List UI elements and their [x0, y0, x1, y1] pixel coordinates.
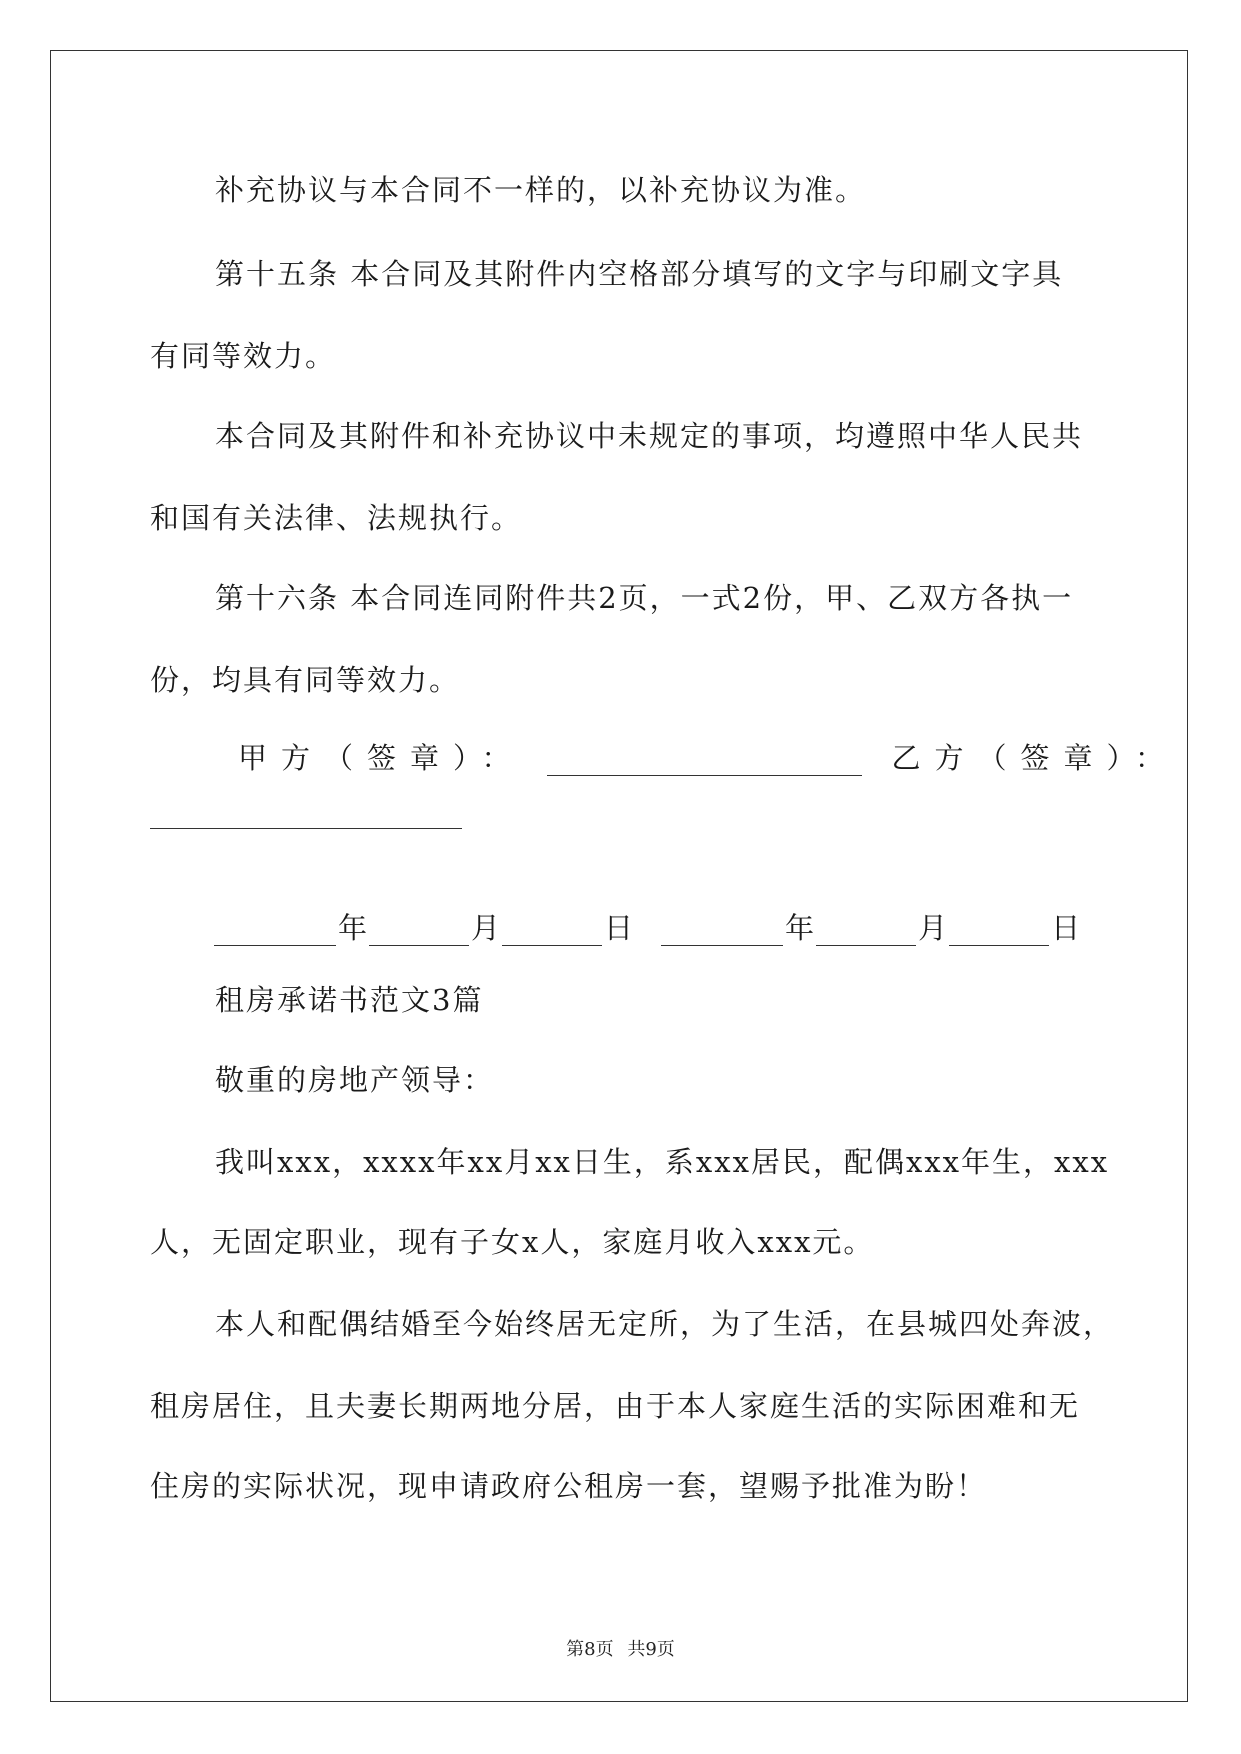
- year-label-b: 年: [785, 911, 815, 945]
- paragraph-supplement: 补充协议与本合同不一样的，以补充协议为准。: [215, 173, 867, 207]
- paragraph-applicant-line1: 我叫xxx，xxxx年xx月xx日生，系xxx居民，配偶xxx年生，xxx: [215, 1145, 1110, 1179]
- signature-row: [238, 740, 1178, 776]
- salutation: 敬重的房地产领导：: [215, 1063, 495, 1097]
- date-row: [214, 910, 1082, 946]
- total-page-count: 共9页: [627, 1639, 675, 1660]
- party-a-label: 甲方（签章）：: [238, 741, 525, 775]
- month-blank-a: [369, 917, 469, 946]
- year-blank-a: [214, 917, 336, 946]
- party-a-signature-blank: [547, 747, 862, 776]
- paragraph-article15-line2: 有同等效力。: [150, 339, 337, 373]
- year-label-a: 年: [338, 911, 368, 945]
- page-footer: [0, 1635, 1241, 1661]
- month-label-a: 月: [471, 911, 501, 945]
- paragraph-request-line1: 本人和配偶结婚至今始终居无定所，为了生活，在县城四处奔波，: [215, 1307, 1115, 1341]
- party-b-label: 乙方（签章）：: [891, 741, 1179, 775]
- day-label-a: 日: [604, 911, 634, 945]
- day-blank-b: [949, 917, 1049, 946]
- paragraph-unspecified-line2: 和国有关法律、法规执行。: [150, 501, 523, 535]
- month-blank-b: [816, 917, 916, 946]
- page-frame: [50, 50, 1188, 1702]
- month-label-b: 月: [918, 911, 948, 945]
- year-blank-b: [661, 917, 783, 946]
- section-title: 租房承诺书范文3篇: [215, 983, 484, 1017]
- party-b-signature-blank: [150, 828, 462, 829]
- paragraph-applicant-line2: 人，无固定职业，现有子女x人，家庭月收入xxx元。: [150, 1225, 875, 1259]
- paragraph-article16-line1: 第十六条 本合同连同附件共2页，一式2份，甲、乙双方各执一: [215, 581, 1074, 615]
- current-page-number: 第8页: [566, 1639, 614, 1660]
- paragraph-article16-line2: 份，均具有同等效力。: [150, 663, 461, 697]
- paragraph-unspecified-line1: 本合同及其附件和补充协议中未规定的事项，均遵照中华人民共: [215, 419, 1084, 453]
- paragraph-article15-line1: 第十五条 本合同及其附件内空格部分填写的文字与印刷文字具: [215, 257, 1064, 291]
- day-blank-a: [502, 917, 602, 946]
- paragraph-request-line3: 住房的实际状况，现申请政府公租房一套，望赐予批准为盼！: [150, 1469, 988, 1503]
- paragraph-request-line2: 租房居住，且夫妻长期两地分居，由于本人家庭生活的实际困难和无: [150, 1389, 1081, 1423]
- day-label-b: 日: [1051, 911, 1081, 945]
